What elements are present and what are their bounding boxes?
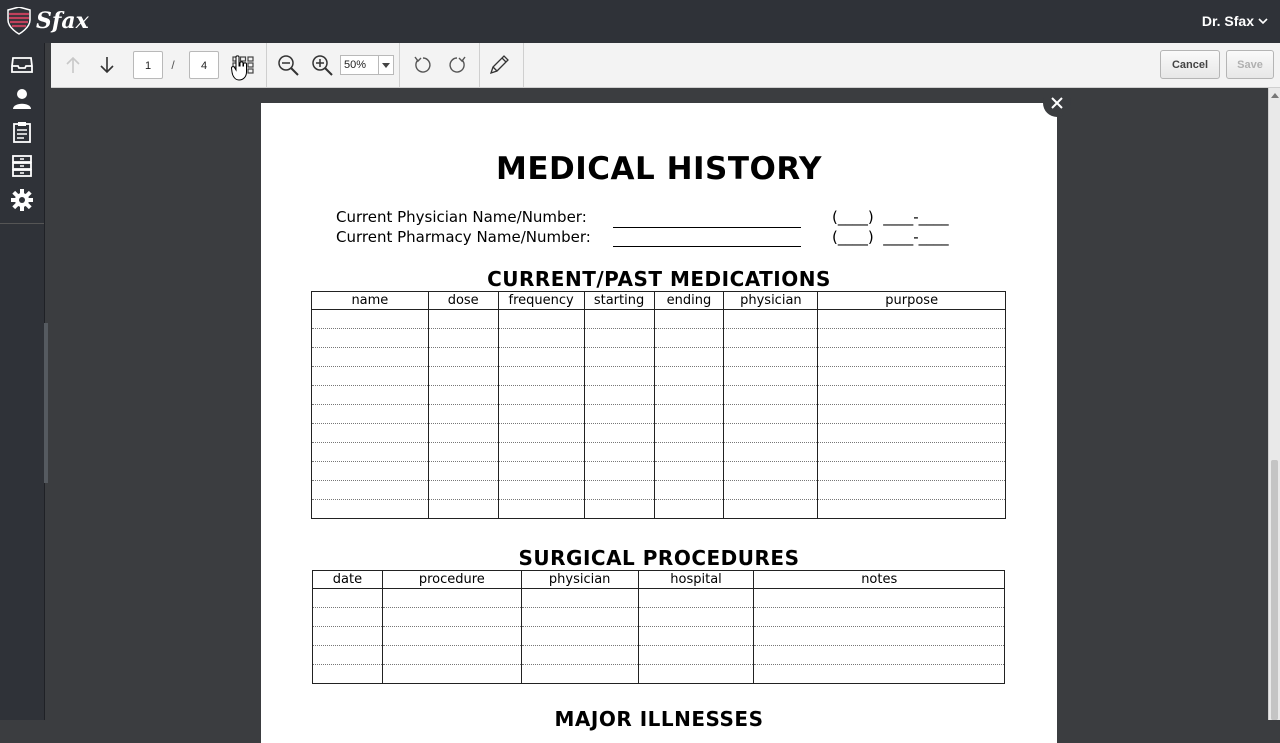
form-cell <box>724 405 818 424</box>
form-cell <box>313 589 383 608</box>
sidebar <box>0 43 45 720</box>
page-nav-group <box>59 43 257 87</box>
hand-cursor-icon <box>231 55 249 81</box>
form-cell <box>724 443 818 462</box>
form-cell <box>584 462 654 481</box>
form-cell <box>312 386 429 405</box>
surgical-title: SURGICAL PROCEDURES <box>518 546 800 570</box>
form-cell <box>313 627 383 646</box>
form-cell <box>498 405 584 424</box>
form-cell <box>754 665 1005 684</box>
table-row <box>312 443 1006 462</box>
annotate-button[interactable] <box>485 51 513 79</box>
form-cell <box>312 310 429 329</box>
form-cell <box>654 462 724 481</box>
form-cell <box>498 329 584 348</box>
form-cell <box>724 310 818 329</box>
app-logo[interactable] <box>6 6 89 36</box>
top-bar <box>0 0 1280 43</box>
physician-blank <box>613 227 801 228</box>
pencil-icon <box>488 54 510 76</box>
form-cell <box>521 589 638 608</box>
zoom-group <box>274 43 394 87</box>
medications-column-header: name <box>312 292 429 310</box>
save-button[interactable]: Save <box>1226 50 1274 79</box>
viewer-scrollbar[interactable] <box>1268 88 1280 720</box>
user-icon <box>12 88 32 110</box>
form-cell <box>724 424 818 443</box>
clipboard-icon <box>13 121 31 143</box>
form-cell <box>382 608 521 627</box>
sidebar-item-contacts[interactable] <box>10 87 34 111</box>
user-menu[interactable] <box>1202 13 1268 29</box>
form-cell <box>818 329 1006 348</box>
illnesses-title: MAJOR ILLNESSES <box>554 707 764 731</box>
form-cell <box>498 310 584 329</box>
form-cell <box>428 462 498 481</box>
sidebar-item-inbox[interactable] <box>10 53 34 77</box>
form-cell <box>584 367 654 386</box>
arrow-up-icon <box>66 56 80 74</box>
toolbar-divider <box>479 43 480 87</box>
table-row <box>312 462 1006 481</box>
form-cell <box>754 627 1005 646</box>
form-cell <box>654 443 724 462</box>
form-cell <box>313 646 383 665</box>
form-cell <box>754 646 1005 665</box>
zoom-in-icon <box>311 54 333 76</box>
form-cell <box>654 367 724 386</box>
form-cell <box>584 443 654 462</box>
page-separator: / <box>171 58 175 72</box>
medications-column-header: dose <box>428 292 498 310</box>
surgical-table <box>312 570 1005 684</box>
form-cell <box>654 329 724 348</box>
inbox-icon <box>11 56 33 74</box>
form-cell <box>638 589 754 608</box>
total-pages: 4 <box>189 51 219 79</box>
medications-column-header: purpose <box>818 292 1006 310</box>
form-cell <box>312 348 429 367</box>
dropdown-arrow-icon <box>378 56 393 74</box>
form-cell <box>428 310 498 329</box>
surgical-column-header: physician <box>521 571 638 589</box>
surgical-column-header: notes <box>754 571 1005 589</box>
form-cell <box>428 348 498 367</box>
form-cell <box>724 348 818 367</box>
rotate-right-icon <box>447 55 467 75</box>
form-cell <box>312 481 429 500</box>
table-row <box>313 646 1005 665</box>
table-row <box>313 627 1005 646</box>
medications-column-header: physician <box>724 292 818 310</box>
scrollbar-thumb[interactable] <box>1271 460 1278 720</box>
medications-table <box>311 291 1006 519</box>
document-title: MEDICAL HISTORY <box>495 151 822 187</box>
user-name: Dr. Sfax <box>1201 13 1254 29</box>
medications-column-header: frequency <box>498 292 584 310</box>
sidebar-divider <box>0 223 44 224</box>
rotate-left-button[interactable] <box>409 51 437 79</box>
pharmacy-phone: (____) ____-____ <box>832 228 949 246</box>
previous-page-button[interactable] <box>59 51 87 79</box>
close-icon <box>1050 96 1064 110</box>
table-row <box>312 481 1006 500</box>
form-cell <box>638 608 754 627</box>
form-cell <box>584 481 654 500</box>
form-cell <box>818 386 1006 405</box>
form-cell <box>638 627 754 646</box>
form-cell <box>382 665 521 684</box>
form-cell <box>428 443 498 462</box>
form-cell <box>754 608 1005 627</box>
form-cell <box>382 646 521 665</box>
logo-text: Sfax <box>36 8 89 34</box>
form-cell <box>724 481 818 500</box>
form-cell <box>654 348 724 367</box>
arrow-down-icon <box>100 56 114 74</box>
form-cell <box>818 424 1006 443</box>
form-cell <box>428 329 498 348</box>
form-cell <box>818 348 1006 367</box>
form-cell <box>382 627 521 646</box>
file-cabinet-icon <box>12 155 32 177</box>
form-cell <box>313 665 383 684</box>
next-page-button[interactable] <box>93 51 121 79</box>
table-row <box>313 608 1005 627</box>
form-cell <box>654 424 724 443</box>
zoom-out-icon <box>277 54 299 76</box>
form-cell <box>521 646 638 665</box>
form-cell <box>312 500 429 519</box>
form-cell <box>638 646 754 665</box>
form-cell <box>818 310 1006 329</box>
form-cell <box>521 608 638 627</box>
rotate-right-button[interactable] <box>443 51 471 79</box>
form-cell <box>724 500 818 519</box>
form-cell <box>638 665 754 684</box>
table-row <box>313 665 1005 684</box>
table-row <box>312 500 1006 519</box>
form-cell <box>754 589 1005 608</box>
form-cell <box>498 443 584 462</box>
scroll-up-icon[interactable] <box>1269 88 1280 102</box>
form-cell <box>428 405 498 424</box>
form-cell <box>654 310 724 329</box>
form-cell <box>312 329 429 348</box>
sidebar-item-forms[interactable] <box>10 120 34 144</box>
form-cell <box>584 329 654 348</box>
form-cell <box>312 367 429 386</box>
medications-column-header: starting <box>584 292 654 310</box>
form-cell <box>498 386 584 405</box>
form-cell <box>818 443 1006 462</box>
sidebar-item-archive[interactable] <box>10 154 34 178</box>
pharmacy-blank <box>613 246 801 247</box>
form-cell <box>584 348 654 367</box>
toolbar-divider <box>266 43 267 87</box>
form-cell <box>584 386 654 405</box>
toolbar-divider <box>523 43 524 87</box>
form-cell <box>818 462 1006 481</box>
form-cell <box>498 481 584 500</box>
form-cell <box>312 405 429 424</box>
form-cell <box>428 500 498 519</box>
chevron-down-icon <box>1258 17 1268 25</box>
table-row <box>313 589 1005 608</box>
form-cell <box>724 367 818 386</box>
form-cell <box>382 589 521 608</box>
sidebar-item-settings[interactable] <box>10 188 34 212</box>
form-cell <box>312 443 429 462</box>
form-cell <box>428 386 498 405</box>
form-cell <box>584 500 654 519</box>
form-cell <box>818 367 1006 386</box>
form-cell <box>498 500 584 519</box>
table-row <box>312 386 1006 405</box>
close-document-button[interactable] <box>1043 89 1071 117</box>
gear-icon <box>11 189 33 211</box>
form-cell <box>724 462 818 481</box>
form-cell <box>584 310 654 329</box>
cancel-button[interactable]: Cancel <box>1160 50 1220 79</box>
physician-phone: (____) ____-____ <box>832 208 949 226</box>
form-cell <box>724 329 818 348</box>
form-cell <box>521 627 638 646</box>
form-cell <box>654 481 724 500</box>
table-row <box>312 310 1006 329</box>
form-cell <box>498 462 584 481</box>
form-cell <box>498 367 584 386</box>
table-row <box>312 348 1006 367</box>
surgical-column-header: date <box>313 571 383 589</box>
surgical-column-header: hospital <box>638 571 754 589</box>
form-cell <box>312 462 429 481</box>
form-cell <box>428 424 498 443</box>
surgical-column-header: procedure <box>382 571 521 589</box>
sidebar-resize-handle[interactable] <box>44 323 48 483</box>
form-cell <box>521 665 638 684</box>
form-cell <box>584 424 654 443</box>
form-cell <box>428 481 498 500</box>
zoom-value: 50% <box>344 59 367 71</box>
table-row <box>312 367 1006 386</box>
form-cell <box>818 500 1006 519</box>
form-cell <box>724 386 818 405</box>
table-row <box>312 405 1006 424</box>
form-cell <box>654 386 724 405</box>
form-cell <box>654 500 724 519</box>
logo-shield-icon <box>6 7 32 35</box>
form-cell <box>818 481 1006 500</box>
form-cell <box>313 608 383 627</box>
rotate-group <box>409 43 471 87</box>
medications-column-header: ending <box>654 292 724 310</box>
current-page-input[interactable]: 1 <box>133 51 163 79</box>
form-cell <box>498 424 584 443</box>
form-cell <box>654 405 724 424</box>
table-row <box>312 424 1006 443</box>
toolbar-divider <box>399 43 400 87</box>
form-cell <box>584 405 654 424</box>
pharmacy-label: Current Pharmacy Name/Number: <box>336 228 591 246</box>
form-cell <box>818 405 1006 424</box>
rotate-left-icon <box>413 55 433 75</box>
form-cell <box>498 348 584 367</box>
zoom-select[interactable] <box>340 55 394 75</box>
zoom-in-button[interactable] <box>308 51 336 79</box>
annotate-group <box>485 43 513 87</box>
medications-title: CURRENT/PAST MEDICATIONS <box>487 267 831 291</box>
table-row <box>312 329 1006 348</box>
form-cell <box>312 424 429 443</box>
zoom-out-button[interactable] <box>274 51 302 79</box>
form-cell <box>428 367 498 386</box>
physician-label: Current Physician Name/Number: <box>336 208 587 226</box>
document-page <box>261 103 1057 743</box>
